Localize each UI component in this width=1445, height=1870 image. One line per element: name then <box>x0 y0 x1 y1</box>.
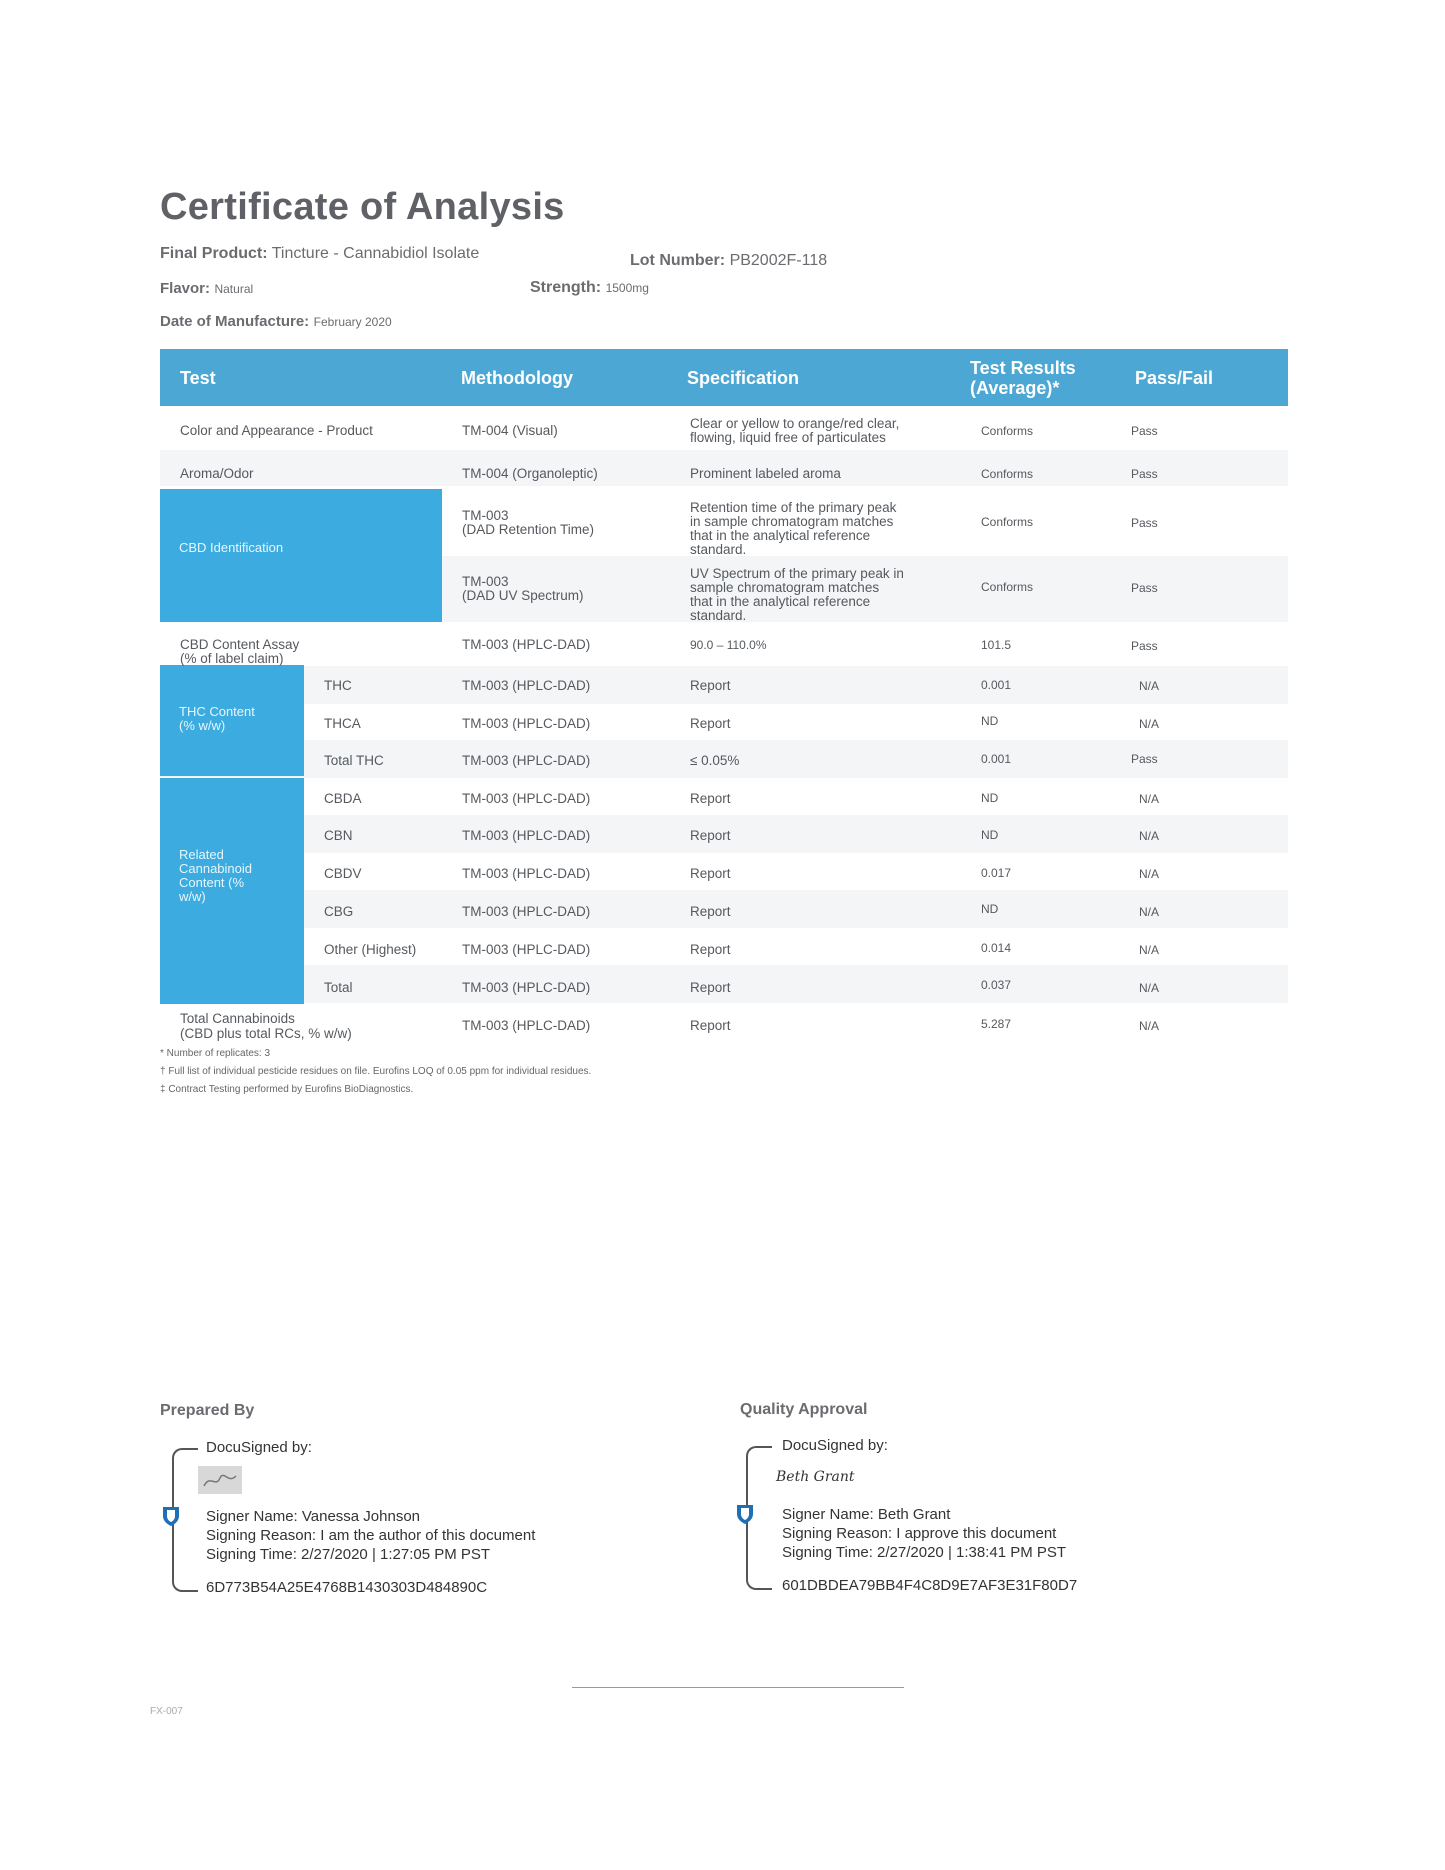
cell-test: THC <box>324 678 352 693</box>
strength-value: 1500mg <box>605 281 649 295</box>
cell-spec: Report <box>690 1018 731 1033</box>
cell-pass: Pass <box>1131 581 1158 595</box>
cell-result: Conforms <box>981 424 1034 438</box>
cell-method: TM-003 (HPLC-DAD) <box>462 1018 591 1033</box>
cell-test: Total THC <box>324 753 384 768</box>
cell-spec: Report <box>690 942 731 957</box>
cell-spec: 90.0 – 110.0% <box>690 638 767 652</box>
signer-name: Signer Name: Vanessa Johnson <box>206 1508 421 1525</box>
footnote: ‡ Contract Testing performed by Eurofins BioDiagnostics. <box>160 1084 414 1095</box>
cell-pass: N/A <box>1139 981 1160 995</box>
lot-number-value: PB2002F-118 <box>729 252 828 269</box>
final-product <box>160 245 479 263</box>
col-results-line2: (Average)* <box>970 378 1060 398</box>
cell-test-line1: Total Cannabinoids <box>180 1011 295 1026</box>
date-label: Date of Manufacture: <box>160 313 310 330</box>
group-label-line2: Cannabinoid <box>179 861 253 876</box>
col-pass-fail: Pass/Fail <box>1135 368 1214 388</box>
cell-method: TM-003 (HPLC-DAD) <box>462 980 591 995</box>
lot-number-label: Lot Number: <box>630 252 726 269</box>
cell-test: CBDV <box>324 866 362 881</box>
cell-result: 0.014 <box>981 941 1012 955</box>
cell-test: Color and Appearance - Product <box>180 423 373 438</box>
cell-pass: Pass <box>1131 639 1158 653</box>
cell-method: TM-003 (HPLC-DAD) <box>462 791 591 806</box>
quality-approval-heading: Quality Approval <box>740 1401 868 1418</box>
col-test: Test <box>180 368 216 388</box>
cell-test-line1: CBD Content Assay <box>180 637 300 652</box>
cell-result: 0.017 <box>981 866 1012 880</box>
cell-test: Other (Highest) <box>324 942 417 957</box>
prepared-by-heading: Prepared By <box>160 1402 255 1419</box>
cell-test: CBN <box>324 828 353 843</box>
col-specification: Specification <box>687 368 800 388</box>
cell-method: TM-004 (Visual) <box>462 423 558 438</box>
cell-method: TM-003 (HPLC-DAD) <box>462 904 591 919</box>
lot-number <box>630 252 827 270</box>
shield-icon <box>161 1505 181 1527</box>
form-code: FX-007 <box>150 1706 183 1717</box>
cell-method-line2: (DAD Retention Time) <box>462 522 595 537</box>
group-cbd-identification <box>160 489 442 622</box>
cell-pass: N/A <box>1139 717 1160 731</box>
cell-test: Total <box>324 980 353 995</box>
group-label-line1: THC Content <box>179 704 255 719</box>
cell-result: ND <box>981 714 999 728</box>
footnote: * Number of replicates: 3 <box>160 1048 271 1059</box>
cell-spec: Report <box>690 791 731 806</box>
cell-spec: ≤ 0.05% <box>690 753 740 768</box>
cell-pass: N/A <box>1139 829 1160 843</box>
handwritten-signature: Beth Grant <box>776 1469 855 1485</box>
cell-spec-line2: flowing, liquid free of particulates <box>690 430 886 445</box>
final-product-label: Final Product: <box>160 245 268 262</box>
cell-result: Conforms <box>981 467 1034 481</box>
cell-spec: Report <box>690 716 731 731</box>
cell-spec-line4: standard. <box>690 608 747 623</box>
cell-result: 0.001 <box>981 678 1012 692</box>
cell-pass: N/A <box>1139 943 1160 957</box>
cell-spec-line3: that in the analytical reference <box>690 528 871 543</box>
flavor <box>160 280 253 298</box>
group-label-line3: Content (% <box>179 875 245 890</box>
cell-method: TM-003 (HPLC-DAD) <box>462 753 591 768</box>
cell-spec: Report <box>690 980 731 995</box>
cell-pass: Pass <box>1131 516 1158 530</box>
cell-method: TM-004 (Organoleptic) <box>462 466 598 481</box>
cell-test-line2: (% of label claim) <box>180 651 284 666</box>
footnote: † Full list of individual pesticide residues on file. Eurofins LOQ of 0.05 ppm for individual residues. <box>160 1066 592 1077</box>
cell-test: Aroma/Odor <box>180 466 254 481</box>
cell-spec-line2: in sample chromatogram matches <box>690 514 894 529</box>
cell-pass: Pass <box>1131 424 1158 438</box>
cell-result: 5.287 <box>981 1017 1012 1031</box>
flavor-label: Flavor: <box>160 280 211 297</box>
cell-result: ND <box>981 828 999 842</box>
cell-method-line1: TM-003 <box>462 574 509 589</box>
cell-spec-line1: Retention time of the primary peak <box>690 500 897 515</box>
cell-spec: Report <box>690 678 731 693</box>
cell-result: Conforms <box>981 580 1034 594</box>
cell-method: TM-003 (HPLC-DAD) <box>462 942 591 957</box>
envelope-id: 601DBDEA79BB4F4C8D9E7AF3E31F80D7 <box>782 1577 1078 1594</box>
group-label-line1: Related <box>179 847 224 862</box>
cell-pass: N/A <box>1139 1019 1160 1033</box>
cell-pass: N/A <box>1139 792 1160 806</box>
cell-result: Conforms <box>981 515 1034 529</box>
group-label-line2: (% w/w) <box>179 718 226 733</box>
date-of-manufacture <box>160 313 392 331</box>
cell-method: TM-003 (HPLC-DAD) <box>462 678 591 693</box>
cell-spec-line1: Clear or yellow to orange/red clear, <box>690 416 900 431</box>
cell-method: TM-003 (HPLC-DAD) <box>462 828 591 843</box>
group-label-line4: w/w) <box>179 889 206 904</box>
cell-method: TM-003 (HPLC-DAD) <box>462 866 591 881</box>
cell-pass: N/A <box>1139 905 1160 919</box>
group-label: CBD Identification <box>179 540 284 555</box>
signing-time: Signing Time: 2/27/2020 | 1:38:41 PM PST <box>782 1544 1067 1561</box>
cell-method-line1: TM-003 <box>462 508 509 523</box>
strength-label: Strength: <box>530 279 602 296</box>
cell-pass: N/A <box>1139 867 1160 881</box>
cell-result: 0.001 <box>981 752 1012 766</box>
footer-divider <box>572 1687 904 1688</box>
cell-result: ND <box>981 902 999 916</box>
cell-pass: N/A <box>1139 679 1160 693</box>
cell-spec-line4: standard. <box>690 542 747 557</box>
cell-pass: Pass <box>1131 752 1158 766</box>
signing-time: Signing Time: 2/27/2020 | 1:27:05 PM PST <box>206 1546 491 1563</box>
cell-test-line2: (CBD plus total RCs, % w/w) <box>180 1026 352 1041</box>
date-value: February 2020 <box>313 315 392 329</box>
cell-spec-line2: sample chromatogram matches <box>690 580 880 595</box>
signer-name: Signer Name: Beth Grant <box>782 1506 951 1523</box>
col-results-line1: Test Results <box>970 358 1076 378</box>
cell-test: CBG <box>324 904 354 919</box>
docusigned-by-label: DocuSigned by: <box>206 1439 312 1456</box>
cell-test: CBDA <box>324 791 362 806</box>
page-title: Certificate of Analysis <box>160 186 565 228</box>
cell-result: 101.5 <box>981 638 1012 652</box>
signature-image <box>198 1466 242 1494</box>
cell-spec-line1: UV Spectrum of the primary peak in <box>690 566 904 581</box>
group-thc-content <box>160 665 304 776</box>
cell-spec-line3: that in the analytical reference <box>690 594 871 609</box>
col-methodology: Methodology <box>461 368 573 388</box>
envelope-id: 6D773B54A25E4768B1430303D484890C <box>206 1579 488 1596</box>
cell-result: ND <box>981 791 999 805</box>
table-header <box>160 349 1288 406</box>
cell-spec: Prominent labeled aroma <box>690 466 841 481</box>
shield-icon <box>735 1503 755 1525</box>
cell-method: TM-003 (HPLC-DAD) <box>462 716 591 731</box>
col-results <box>970 359 1076 399</box>
signing-reason: Signing Reason: I am the author of this document <box>206 1527 536 1544</box>
final-product-value: Tincture - Cannabidiol Isolate <box>271 245 480 262</box>
cell-spec: Report <box>690 828 731 843</box>
cell-result: 0.037 <box>981 978 1012 992</box>
cell-test: THCA <box>324 716 361 731</box>
flavor-value: Natural <box>214 282 254 296</box>
cell-method-line2: (DAD UV Spectrum) <box>462 588 584 603</box>
cell-pass: Pass <box>1131 467 1158 481</box>
docusigned-by-label: DocuSigned by: <box>782 1437 888 1454</box>
strength <box>530 279 649 297</box>
cell-spec: Report <box>690 866 731 881</box>
cell-spec: Report <box>690 904 731 919</box>
signing-reason: Signing Reason: I approve this document <box>782 1525 1057 1542</box>
cell-method: TM-003 (HPLC-DAD) <box>462 637 591 652</box>
group-related-cannabinoids <box>160 778 304 1004</box>
